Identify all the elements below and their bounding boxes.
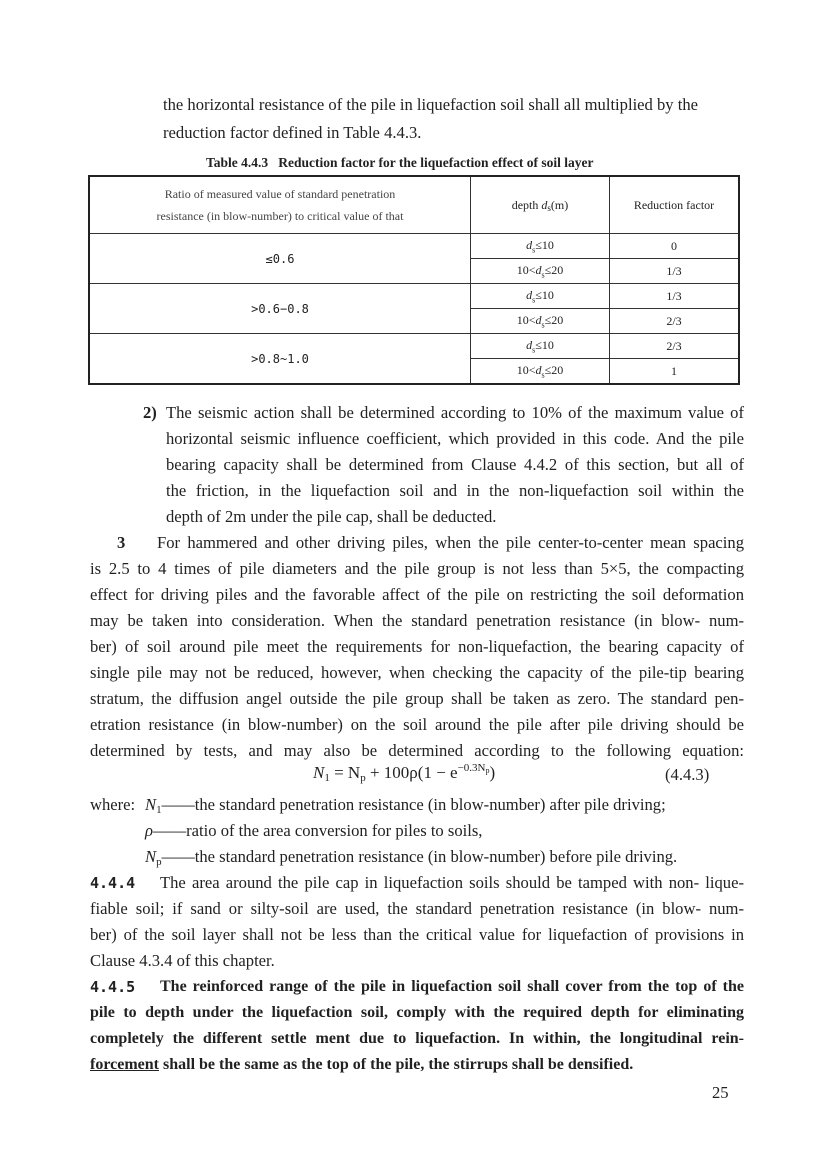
clause-445-first-line: The reinforced range of the pile in liquefaction soil shall cover from the top of the — [160, 978, 744, 995]
depth-cell: $d_s\le 10$ — [471, 234, 610, 259]
depth-cell: $10<d_s\le 20$ — [471, 359, 610, 385]
depth-cell: $d_s\le 10$ — [471, 334, 610, 359]
item-3-line: is 2.5 to 4 times of pile diameters and the pile group is not less than 5×5, the compacting — [90, 559, 744, 578]
where-symbol: ρ — [145, 821, 153, 840]
eq-lhs-sub: 1 — [324, 772, 330, 784]
ratio-cell: >0.6−0.8 — [89, 284, 471, 334]
factor-cell: 0 — [610, 234, 740, 259]
ratio-cell: ≤0.6 — [89, 234, 471, 284]
clause-445-last-text: shall be the same as the top of the pile, the stirrups shall be densified. — [159, 1056, 634, 1073]
item-3-line: may be taken into consideration. When the standard penetration resistance (in blow- num- — [90, 611, 744, 630]
clause-444-line: ber) of the soil layer shall not be less than the critical value for liquefaction of provisions in — [90, 925, 744, 944]
where-symbol: N — [145, 847, 157, 866]
intro-line-2: reduction factor defined in Table 4.4.3. — [163, 123, 422, 142]
factor-cell: 2/3 — [610, 309, 740, 334]
clause-444-last-line: Clause 4.3.4 of this chapter. — [90, 951, 275, 970]
factor-cell: 1/3 — [610, 259, 740, 284]
header-ratio-line-1: Ratio of measured value of standard penetration — [164, 187, 396, 201]
ratio-cell: >0.8~1.0 — [89, 334, 471, 385]
factor-cell: 2/3 — [610, 334, 740, 359]
where-label: where: — [90, 795, 136, 814]
factor-cell: 1/3 — [610, 284, 740, 309]
item-3-line: effect for driving piles and the favorable affect of the pile on restricting the soil deformation — [90, 585, 744, 604]
item-3-line: single pile may not be reduced, however, when checking the capacity of the pile-tip bearing — [90, 663, 744, 682]
equation — [313, 762, 495, 784]
table-header-row — [89, 176, 739, 234]
item-3-label: 3 — [117, 533, 126, 552]
header-ratio — [89, 176, 471, 234]
eq-equals: = N — [329, 763, 361, 782]
item-3-first-line: For hammered and other driving piles, when the pile center-to-center mean spacing — [157, 533, 744, 552]
item-3-line: determined by tests, and may also be determined according to the following equation: — [90, 741, 744, 760]
eq-middle: + 100ρ(1 − e — [365, 763, 458, 782]
item-3-line: ber) of soil around pile meet the requirements for non-liquefaction, the bearing capacity of — [90, 637, 744, 656]
item-3-line: etration resistance (in blow-number) on the soil around the pile after pile driving should be — [90, 715, 744, 734]
clause-444-line: fiable soil; if sand or silty-soil are used, the standard penetration resistance (in blow- num- — [90, 899, 744, 918]
depth-cell: $10<d_s\le 20$ — [471, 259, 610, 284]
item-2-line: the friction, in the liquefaction soil and in the non-liquefaction soil within the — [166, 481, 744, 500]
eq-exponent: −0.3N — [457, 762, 486, 774]
depth-cell: $d_s\le 10$ — [471, 284, 610, 309]
item-2-line: bearing capacity shall be determined from Clause 4.4.2 of this section, but all of — [166, 455, 744, 474]
intro-line-1: the horizontal resistance of the pile in liquefaction soil shall all multiplied by the — [163, 95, 699, 114]
where-text: ——the standard penetration resistance (in blow-number) before pile driving. — [161, 847, 678, 866]
item-3-line: stratum, the diffusion angel outside the pile group shall be taken as zero. The standard pen- — [90, 689, 744, 708]
eq-end: ) — [489, 763, 496, 782]
where-text: ——the standard penetration resistance (in blow-number) after pile driving; — [161, 795, 666, 814]
reduction-factor-table — [88, 175, 740, 385]
where-text: ——ratio of the area conversion for piles to soils, — [152, 821, 483, 840]
item-2-line: depth of 2m under the pile cap, shall be deducted. — [166, 507, 497, 526]
clause-445-number: 4.4.5 — [90, 978, 136, 996]
item-2-line: horizontal seismic influence coefficient, which provided in this code. And the pile — [166, 429, 744, 448]
where-item — [145, 818, 482, 844]
table-row — [89, 284, 739, 309]
page-number: 25 — [712, 1083, 729, 1102]
item-2-line: The seismic action shall be determined according to 10% of the maximum value of — [166, 403, 744, 422]
where-symbol-sub: 1 — [156, 804, 162, 816]
clause-445-line: completely the different settle ment due to liquefaction. In within, the longitudinal rein- — [90, 1030, 744, 1047]
eq-exponent-sub: p — [485, 766, 490, 775]
clause-444-first-line: The area around the pile cap in liquefaction soils should be tamped with non- lique- — [160, 873, 744, 892]
eq-np-sub: p — [360, 772, 366, 784]
table-row — [89, 234, 739, 259]
equation-number: (4.4.3) — [665, 765, 710, 784]
where-symbol-sub: p — [156, 856, 162, 868]
header-depth: depth ds(m) — [471, 176, 610, 234]
clause-445-last-line — [90, 1052, 633, 1078]
clause-444-number: 4.4.4 — [90, 874, 136, 892]
eq-lhs: N — [313, 763, 325, 782]
table-caption: Table 4.4.3 Reduction factor for the liquefaction effect of soil layer — [206, 155, 594, 170]
table-row — [89, 334, 739, 359]
clause-445-underlined-word: forcement — [90, 1056, 159, 1073]
factor-cell: 1 — [610, 359, 740, 385]
item-2-label: 2) — [143, 403, 157, 422]
header-ratio-line-2: resistance (in blow-number) to critical value of that — [156, 209, 404, 223]
clause-445-line: pile to depth under the liquefaction soil, comply with the required depth for eliminating — [90, 1004, 744, 1021]
depth-cell: $10<d_s\le 20$ — [471, 309, 610, 334]
where-symbol: N — [145, 795, 157, 814]
header-factor: Reduction factor — [610, 176, 740, 234]
